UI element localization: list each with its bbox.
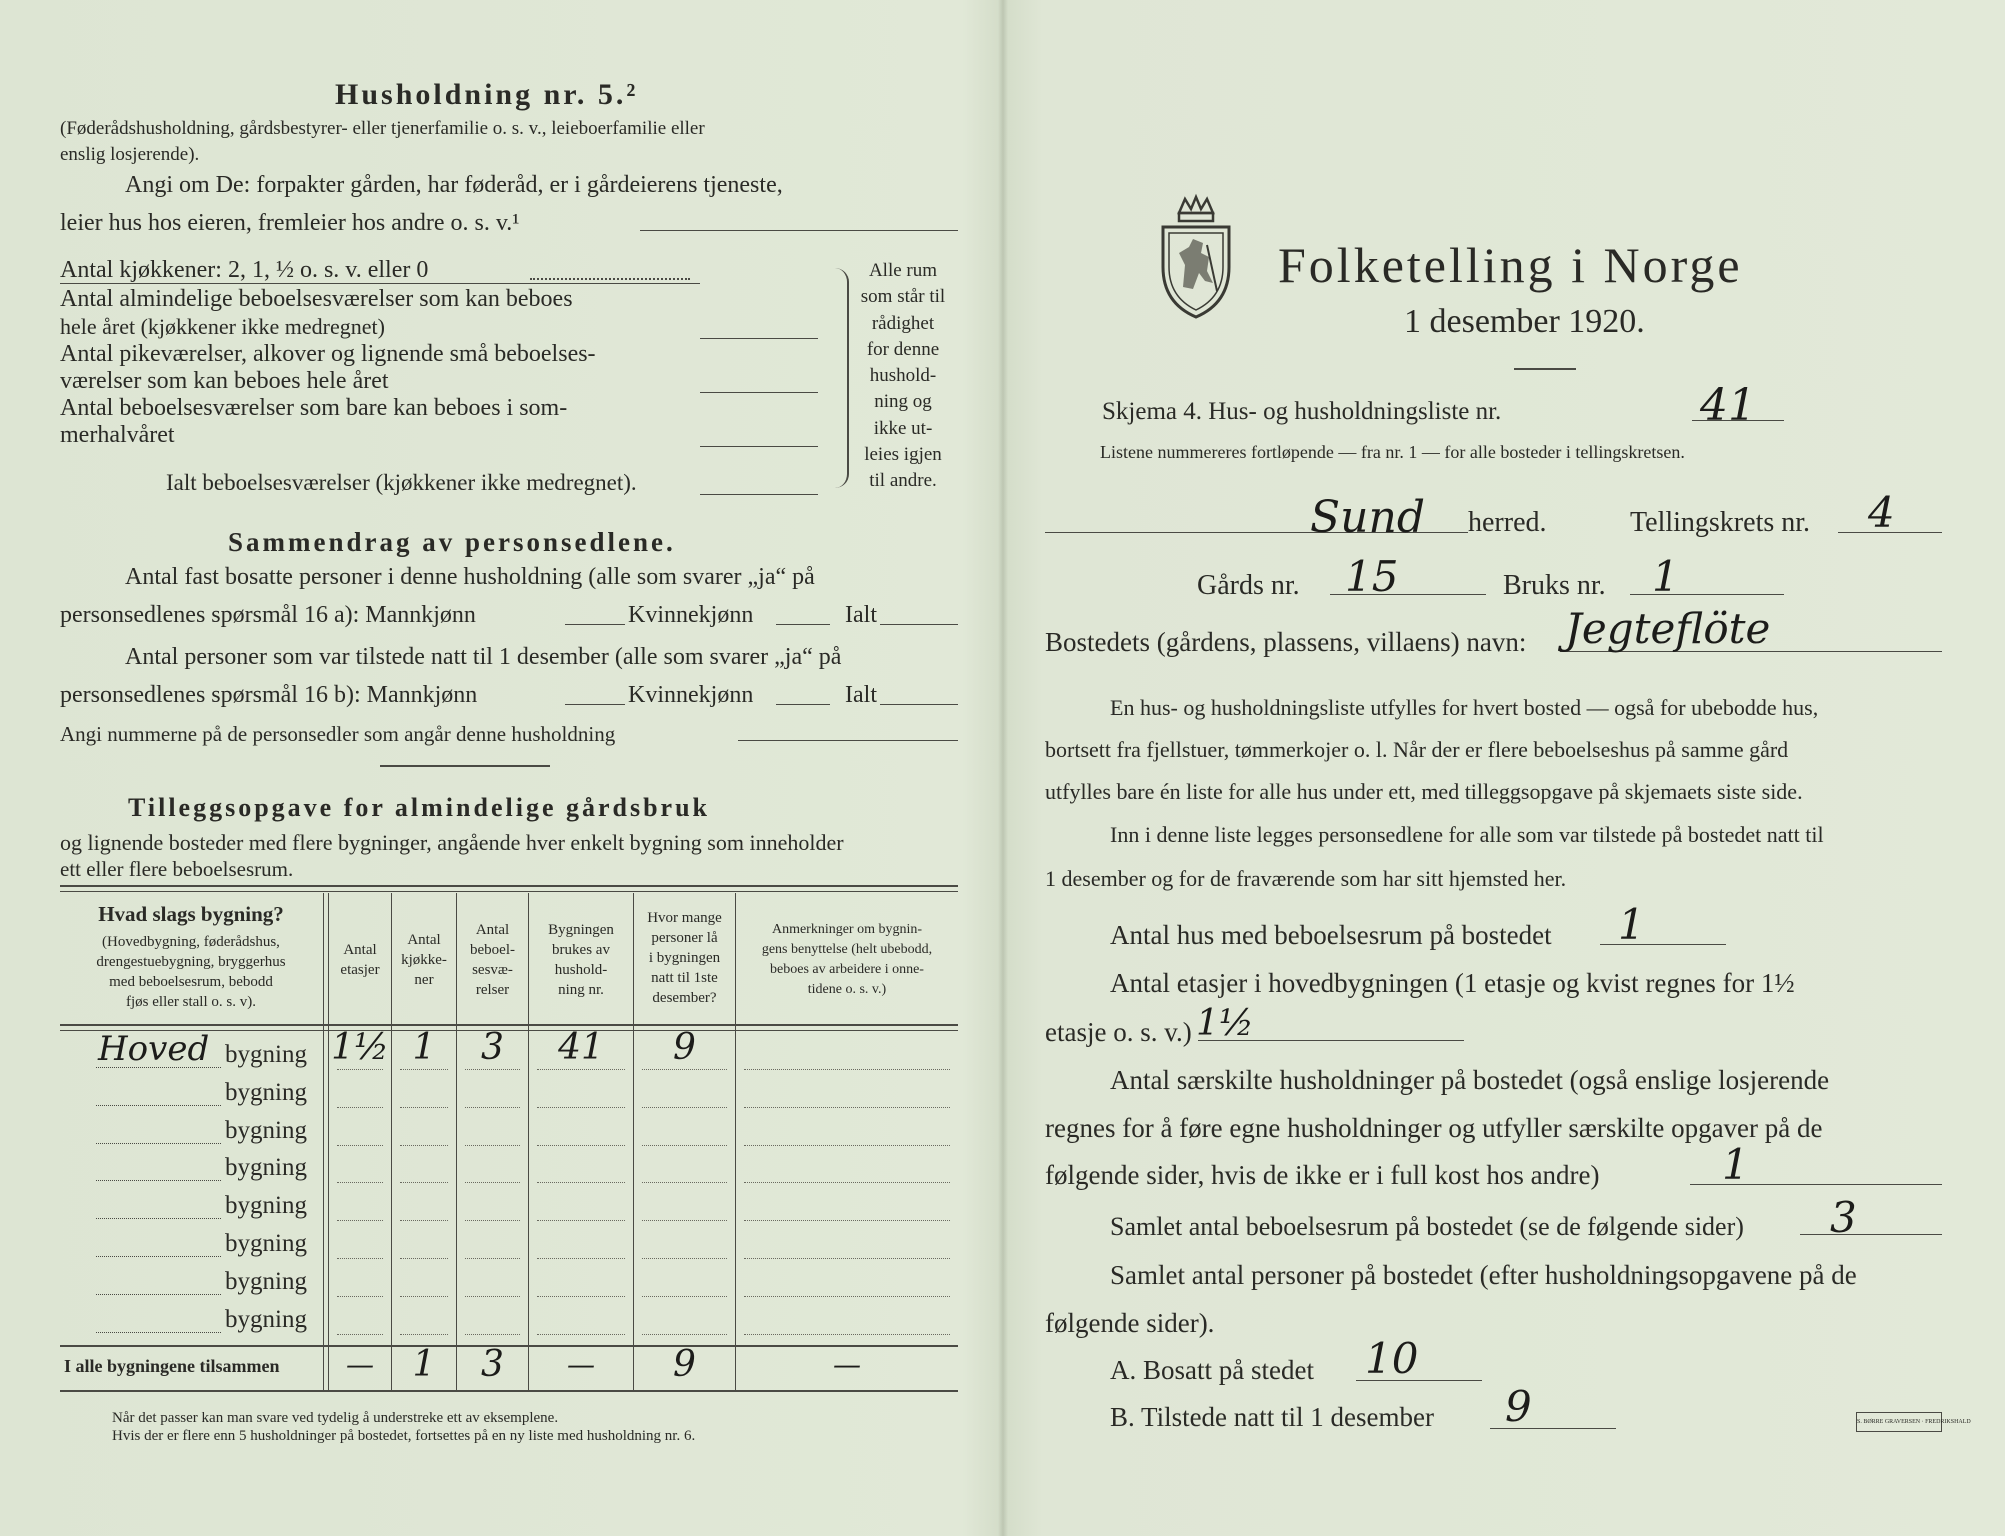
cell-line bbox=[465, 1107, 520, 1108]
cell-kjokkener: 1 bbox=[412, 1027, 436, 1068]
tilst-ialt-line bbox=[880, 704, 958, 705]
building-suffix: bygning bbox=[225, 1154, 307, 1182]
cell-line bbox=[337, 1069, 383, 1070]
brace-note-line: rådighet bbox=[871, 312, 935, 334]
cell-line bbox=[537, 1069, 625, 1070]
brace-note-line: som står til bbox=[860, 286, 946, 308]
census-date: 1 desember 1920. bbox=[1404, 303, 1645, 340]
total-personer: 9 bbox=[673, 1344, 696, 1385]
cell-line bbox=[337, 1296, 383, 1297]
cell-line bbox=[337, 1220, 383, 1221]
rooms-alm-1: Antal almindelige beboelsesværelser som kan beboes bbox=[60, 286, 573, 312]
cell-line bbox=[744, 1296, 950, 1297]
cell-line bbox=[337, 1182, 383, 1183]
footnote-2: Hvis der er flere enn 5 husholdninger på bostedet, fortsettes på en ny liste med husholdning nr. 6. bbox=[112, 1428, 696, 1444]
building-suffix: bygning bbox=[225, 1230, 307, 1257]
th-line: personer lå bbox=[651, 930, 718, 946]
cell-line bbox=[744, 1145, 950, 1146]
rooms-alm-2: hele året (kjøkkener ikke medregnet) bbox=[60, 314, 385, 339]
cell-line bbox=[744, 1107, 950, 1108]
pers-line-1: Samlet antal personer på bostedet (efter husholdningsopgavene på de bbox=[1110, 1260, 1857, 1290]
fast-line-1: Antal fast bosatte personer i denne husholdning (alle som svarer „ja“ på bbox=[125, 564, 815, 590]
etasjer-line-1: Antal etasjer i hovedbygningen (1 etasje og kvist regnes for 1½ bbox=[1110, 968, 1795, 998]
bosted-label: Bostedets (gårdens, plassens, villaens) navn: bbox=[1045, 627, 1527, 657]
angi-line-1: Angi om De: forpakter gården, har føderåd, er i gårdeierens tjeneste, bbox=[125, 172, 783, 198]
th-line: desember? bbox=[652, 990, 717, 1006]
total-anm: — bbox=[833, 1348, 861, 1381]
th-personer bbox=[634, 908, 735, 1008]
main-title: Folketelling i Norge bbox=[1278, 237, 1743, 293]
total-hush: — bbox=[567, 1348, 595, 1381]
building-suffix: bygning bbox=[225, 1041, 307, 1068]
instr-5: 1 desember og for de fraværende som har sitt hjemsted her. bbox=[1045, 866, 1567, 891]
bosatt-value: 10 bbox=[1365, 1334, 1419, 1383]
tilstede-label: B. Tilstede natt til 1 desember bbox=[1110, 1402, 1434, 1432]
cell-line bbox=[400, 1220, 448, 1221]
cell-line bbox=[642, 1069, 727, 1070]
sommer-answer-line bbox=[700, 446, 818, 447]
krets-value: 4 bbox=[1868, 488, 1895, 537]
cell-personer: 9 bbox=[673, 1027, 696, 1068]
sars-line-3: følgende sider, hvis de ikke er i full kost hos andre) bbox=[1045, 1160, 1600, 1190]
cell-line bbox=[537, 1182, 625, 1183]
bosatt-label: A. Bosatt på stedet bbox=[1110, 1355, 1314, 1385]
liste-nr-value: 41 bbox=[1700, 380, 1756, 431]
cell-line bbox=[400, 1182, 448, 1183]
bruks-label: Bruks nr. bbox=[1503, 570, 1606, 601]
th-line: kjøkke- bbox=[401, 952, 447, 968]
rooms-sommer-2: merhalvåret bbox=[60, 422, 175, 448]
th-line: ning nr. bbox=[558, 982, 604, 998]
fast-ialt-line bbox=[880, 624, 958, 625]
total-label: I alle bygningene tilsammen bbox=[64, 1356, 280, 1376]
th-line: fjøs eller stall o. s. v). bbox=[126, 994, 256, 1010]
cell-line bbox=[337, 1107, 383, 1108]
th-type-title: Hvad slags bygning? bbox=[98, 902, 284, 926]
cell-line bbox=[642, 1182, 727, 1183]
th-line: Bygningen bbox=[548, 922, 614, 938]
footnote-1: Når det passer kan man svare ved tydelig å understreke ett av eksemplene. bbox=[112, 1410, 559, 1426]
table-bottom-rule bbox=[60, 1390, 958, 1392]
tillegg-desc-2: ett eller flere beboelsesrum. bbox=[60, 857, 294, 881]
angi-answer-line bbox=[640, 230, 958, 231]
cell-line bbox=[642, 1145, 727, 1146]
th-line: sesvæ- bbox=[472, 962, 513, 978]
cell-line bbox=[337, 1258, 383, 1259]
cell-line bbox=[400, 1258, 448, 1259]
rooms-pike-1: Antal pikeværelser, alkover og lignende små beboelses- bbox=[60, 341, 596, 367]
col-divider bbox=[323, 893, 324, 1390]
th-line: hushold- bbox=[554, 962, 608, 978]
tilst-ialt-label: Ialt bbox=[845, 682, 877, 708]
th-kjokkener bbox=[392, 930, 456, 990]
th-brukes bbox=[529, 920, 633, 1000]
th-line: med beboelsesrum, bebodd bbox=[109, 974, 273, 990]
printer-stamp: S. BØRRE GRAVERSEN · FREDRIKSHALD bbox=[1856, 1412, 1942, 1432]
brace-note-line: ikke ut- bbox=[873, 417, 933, 439]
th-line: Hvor mange bbox=[647, 910, 722, 926]
rum-line bbox=[1800, 1234, 1942, 1235]
tilst-kvinne-line bbox=[776, 704, 830, 705]
th-etasjer bbox=[329, 940, 391, 980]
building-name-line bbox=[96, 1143, 221, 1144]
brace-note-line: for denne bbox=[866, 338, 940, 360]
total-etasjer: — bbox=[346, 1348, 374, 1381]
cell-line bbox=[465, 1220, 520, 1221]
table-top-rule bbox=[60, 885, 958, 887]
th-line: Antal bbox=[475, 922, 510, 938]
cell-line bbox=[400, 1069, 448, 1070]
th-line: tidene o. s. v.) bbox=[807, 982, 887, 997]
building-suffix: bygning bbox=[225, 1305, 307, 1333]
th-line: drengestuebygning, bryggerhus bbox=[96, 954, 286, 970]
household-subtitle-2: enslig losjerende). bbox=[60, 144, 200, 165]
sammendrag-heading: Sammendrag av personsedlene. bbox=[228, 527, 676, 557]
hus-label: Antal hus med beboelsesrum på bostedet bbox=[1110, 920, 1552, 950]
th-line: beboel- bbox=[470, 942, 515, 958]
th-line: i bygningen bbox=[648, 950, 721, 966]
tillegg-desc-1: og lignende bosteder med flere bygninger, angående hver enkelt bygning som inneholder bbox=[60, 830, 844, 855]
cell-line bbox=[400, 1145, 448, 1146]
household-title: Husholdning nr. 5.² bbox=[335, 78, 639, 111]
cell-line bbox=[537, 1220, 625, 1221]
etasjer-line-2: etasje o. s. v.) bbox=[1045, 1017, 1192, 1047]
fast-line-2: personsedlenes spørsmål 16 a): Mannkjønn bbox=[60, 602, 476, 628]
th-line: brukes av bbox=[552, 942, 610, 958]
brace-note-line: leies igjen bbox=[864, 444, 942, 466]
th-line: relser bbox=[475, 982, 510, 998]
th-line: etasjer bbox=[340, 962, 380, 978]
sars-line-2: regnes for å føre egne husholdninger og utfyller særskilte opgaver på de bbox=[1045, 1113, 1823, 1143]
cell-line bbox=[337, 1145, 383, 1146]
th-line: Antal bbox=[407, 932, 441, 948]
tilst-line-1: Antal personer som var tilstede natt til 1 desember (alle som svarer „ja“ på bbox=[125, 644, 842, 670]
rooms-ialt: Ialt beboelsesværelser (kjøkkener ikke medregnet). bbox=[166, 470, 637, 495]
th-line: Anmerkninger om bygnin- bbox=[771, 922, 923, 937]
building-suffix: bygning bbox=[225, 1116, 307, 1144]
instr-4: Inn i denne liste legges personsedlene for alle som var tilstede på bostedet natt til bbox=[1110, 822, 1824, 847]
nummer-line: Angi nummerne på de personsedler som angår denne husholdning bbox=[60, 722, 616, 746]
tilstede-value: 9 bbox=[1505, 1382, 1532, 1431]
page-fold bbox=[998, 0, 1008, 1536]
fast-kvinne-label: Kvinnekjønn bbox=[628, 602, 754, 628]
cell-line bbox=[400, 1334, 448, 1335]
tilst-mann-line bbox=[565, 704, 625, 705]
th-vaerelser bbox=[457, 920, 528, 1000]
cell-line bbox=[465, 1069, 520, 1070]
th-anm bbox=[736, 920, 958, 1000]
fast-ialt-label: Ialt bbox=[845, 602, 877, 628]
th-line: ner bbox=[414, 972, 434, 988]
cell-line bbox=[642, 1107, 727, 1108]
cell-line bbox=[537, 1334, 625, 1335]
cell-line bbox=[465, 1145, 520, 1146]
cell-etasjer: 1½ bbox=[331, 1027, 389, 1068]
liste-nr-line bbox=[1692, 420, 1784, 421]
cell-line bbox=[744, 1182, 950, 1183]
total-vaerelser: 3 bbox=[481, 1344, 504, 1385]
fast-kvinne-line bbox=[776, 624, 830, 625]
th-line: gens benyttelse (helt ubebodd, bbox=[761, 942, 933, 957]
building-name: Hoved bbox=[98, 1029, 210, 1069]
th-line: beboes av arbeidere i onne- bbox=[770, 962, 924, 977]
sars-line-1: Antal særskilte husholdninger på bostedet (også enslige losjerende bbox=[1110, 1065, 1830, 1095]
cell-line bbox=[744, 1334, 950, 1335]
listene-note: Listene nummereres fortløpende — fra nr. 1 — for alle bosteder i tellingskretsen. bbox=[1100, 442, 1685, 462]
cell-hush: 41 bbox=[558, 1027, 604, 1068]
alm-answer-line bbox=[700, 338, 818, 339]
ialt-answer-line bbox=[700, 494, 818, 495]
rum-label: Samlet antal beboelsesrum på bostedet (se de følgende sider) bbox=[1110, 1212, 1744, 1241]
sars-value: 1 bbox=[1722, 1140, 1749, 1189]
th-line: (Hovedbygning, føderådshus, bbox=[102, 934, 280, 950]
instr-1: En hus- og husholdningsliste utfylles for hvert bosted — også for ubebodde hus, bbox=[1110, 695, 1819, 720]
rooms-sommer-1: Antal beboelsesværelser som bare kan beboes i som- bbox=[60, 395, 568, 421]
norwegian-coat-of-arms-icon bbox=[1155, 195, 1237, 320]
building-name-line bbox=[96, 1218, 221, 1219]
rooms-pike-2: værelser som kan beboes hele året bbox=[60, 368, 389, 394]
building-name-line bbox=[96, 1180, 221, 1181]
total-kjokkener: 1 bbox=[412, 1344, 436, 1385]
bruks-value: 1 bbox=[1652, 552, 1679, 601]
table-header-rule bbox=[60, 1024, 958, 1026]
etasjer-value: 1½ bbox=[1196, 1003, 1254, 1044]
brace-note-line: til andre. bbox=[869, 470, 937, 492]
cell-vaerelser: 3 bbox=[481, 1027, 504, 1068]
dots bbox=[530, 278, 690, 280]
cell-line bbox=[537, 1296, 625, 1297]
cell-line bbox=[465, 1296, 520, 1297]
building-name-line bbox=[96, 1256, 221, 1257]
section-divider bbox=[380, 765, 550, 767]
cell-line bbox=[400, 1296, 448, 1297]
pike-answer-line bbox=[700, 392, 818, 393]
herred-label: herred. bbox=[1468, 507, 1547, 538]
cell-line bbox=[642, 1258, 727, 1259]
brace bbox=[833, 268, 849, 488]
th-line: natt til 1ste bbox=[651, 970, 718, 986]
instr-2: bortsett fra fjellstuer, tømmerkojer o. l. Når der er flere beboelseshus på samme gård bbox=[1045, 737, 1789, 762]
building-name-line bbox=[96, 1067, 221, 1068]
cell-line bbox=[537, 1258, 625, 1259]
table-top-rule-2 bbox=[60, 891, 958, 892]
th-type-desc bbox=[60, 932, 322, 1012]
cell-line bbox=[642, 1220, 727, 1221]
krets-label: Tellingskrets nr. bbox=[1630, 507, 1811, 538]
building-suffix: bygning bbox=[225, 1078, 307, 1106]
cell-line bbox=[465, 1258, 520, 1259]
underline-kjokkener bbox=[60, 283, 700, 284]
cell-line bbox=[400, 1107, 448, 1108]
angi-line-2: leier hus hos eieren, fremleier hos andre o. s. v.¹ bbox=[60, 210, 520, 236]
bosted-value: Jegteflöte bbox=[1565, 604, 1771, 653]
hus-value: 1 bbox=[1618, 900, 1645, 949]
cell-line bbox=[537, 1145, 625, 1146]
rooms-kjokkener: Antal kjøkkener: 2, 1, ½ o. s. v. eller 0 bbox=[60, 257, 429, 283]
rum-value: 3 bbox=[1830, 1193, 1857, 1242]
building-name-line bbox=[96, 1294, 221, 1295]
pers-line-2: følgende sider). bbox=[1045, 1308, 1215, 1338]
th-line: Antal bbox=[343, 942, 377, 958]
tilst-kvinne-label: Kvinnekjønn bbox=[628, 682, 754, 708]
skjema-label: Skjema 4. Hus- og husholdningsliste nr. bbox=[1102, 398, 1502, 425]
gards-label: Gårds nr. bbox=[1197, 570, 1300, 601]
cell-line bbox=[465, 1182, 520, 1183]
cell-line bbox=[465, 1334, 520, 1335]
brace-note bbox=[848, 258, 958, 495]
tillegg-heading: Tilleggsopgave for almindelige gårdsbruk bbox=[128, 793, 711, 822]
cell-line bbox=[337, 1334, 383, 1335]
building-name-line bbox=[96, 1105, 221, 1106]
building-name-line bbox=[96, 1332, 221, 1333]
tilst-line-2: personsedlenes spørsmål 16 b): Mannkjønn bbox=[60, 682, 478, 708]
building-suffix: bygning bbox=[225, 1192, 307, 1220]
instr-3: utfylles bare én liste for alle hus under ett, med tilleggsopgave på skjemaets siste side. bbox=[1045, 779, 1803, 804]
cell-line bbox=[642, 1296, 727, 1297]
cell-line bbox=[744, 1258, 950, 1259]
building-suffix: bygning bbox=[225, 1267, 307, 1295]
brace-note-line: ning og bbox=[874, 391, 932, 413]
cell-line bbox=[537, 1107, 625, 1108]
gards-value: 15 bbox=[1345, 552, 1399, 601]
brace-note-line: hushold- bbox=[869, 365, 937, 387]
cell-line bbox=[642, 1334, 727, 1335]
cell-line bbox=[744, 1220, 950, 1221]
household-subtitle-1: (Føderådshusholdning, gårdsbestyrer- eller tjenerfamilie o. s. v., leieboerfamilie eller bbox=[60, 118, 705, 139]
herred-value: Sund bbox=[1310, 492, 1425, 543]
fast-mann-line bbox=[565, 624, 625, 625]
cell-line bbox=[744, 1069, 950, 1070]
nummer-answer-line bbox=[738, 740, 958, 741]
title-rule bbox=[1514, 368, 1576, 370]
brace-note-line: Alle rum bbox=[868, 260, 938, 281]
